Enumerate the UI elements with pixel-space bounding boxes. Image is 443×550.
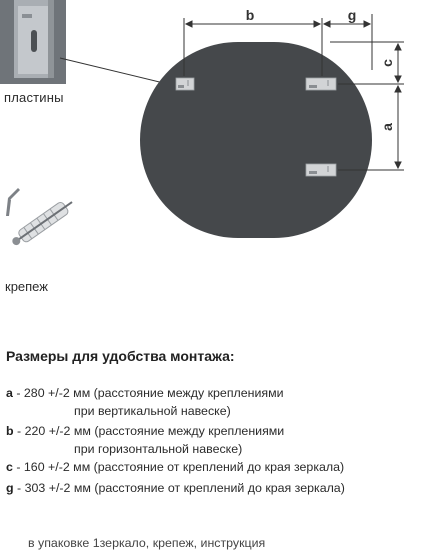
spec-b-text: - 220 +/-2 мм (расстояние между креплениями [13, 424, 285, 438]
dimension-a-label: a [379, 123, 395, 131]
spec-a-line2: при вертикальной навеске) [74, 404, 231, 418]
dimension-c-label: c [379, 59, 395, 67]
spec-b-line [6, 424, 284, 438]
package-contents: в упаковке 1зеркало, крепеж, инструкция [28, 536, 266, 550]
specs-heading: Размеры для удобства монтажа: [6, 348, 235, 364]
spec-b-letter: b [6, 424, 14, 438]
spec-c-letter: c [6, 460, 13, 474]
spec-a-text: - 280 +/-2 мм (расстояние между креплениями [12, 386, 284, 400]
spec-a-line [6, 386, 284, 400]
dimension-g-label: g [347, 7, 357, 23]
spec-b-line2: при горизонтальной навеске) [74, 442, 243, 456]
dimension-b-label: b [245, 7, 255, 23]
fasteners-label: крепеж [5, 279, 48, 294]
bracket-top-left [176, 78, 194, 90]
spec-c-text: - 160 +/-2 мм (расстояние от креплений до края зеркала) [12, 460, 345, 474]
spec-c-line [6, 460, 344, 474]
mirror-shape [140, 42, 372, 238]
bracket-bottom-right [306, 164, 336, 176]
plates-label: пластины [4, 90, 64, 105]
spec-g-text: - 303 +/-2 мм (расстояние от креплений до края зеркала) [13, 481, 345, 495]
spec-g-letter: g [6, 481, 14, 495]
spec-a-letter: a [6, 386, 13, 400]
bracket-top-right [306, 78, 336, 90]
spec-g-line [6, 481, 345, 495]
